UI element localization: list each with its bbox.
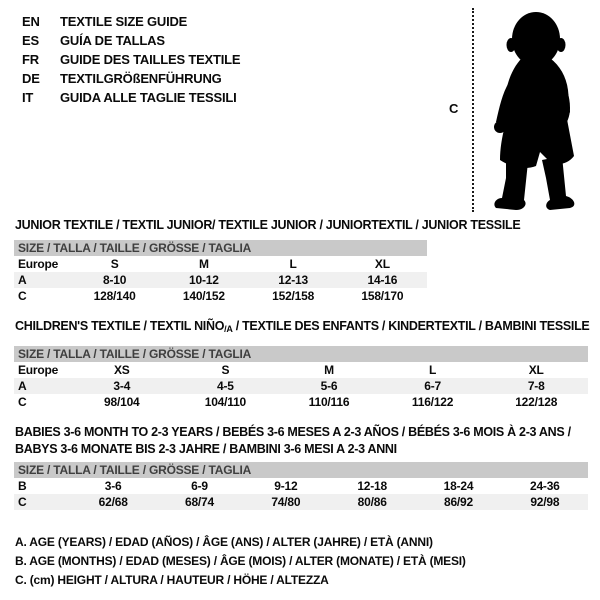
row-label: C [18, 289, 27, 303]
footnote-legend [15, 533, 466, 590]
footnote-c: C. (cm) HEIGHT / ALTURA / HAUTEUR / HÖHE / ALTEZZA [15, 573, 329, 587]
row-label: C [18, 395, 27, 409]
junior-size-table [14, 240, 427, 304]
children-section-title: CHILDREN'S TEXTILE / TEXTIL $NIÑO_{/A}$ / TEXTILE DES ENFANTS / KINDERTEXTIL / BAMBINI TESSILE [15, 319, 590, 334]
lang-code: ES [22, 33, 39, 48]
row-label: Europe [18, 257, 59, 271]
table-row: C 98/104 104/110 110/116 116/122 122/128 [14, 394, 588, 410]
height-measure-dotted-line [472, 8, 474, 212]
table-row: A 8-10 10-12 12-13 14-16 [14, 272, 427, 288]
babies-section-title [15, 424, 571, 458]
lang-row-en [22, 12, 240, 31]
table-row: B 3-6 6-9 9-12 12-18 18-24 24-36 [14, 478, 588, 494]
children-size-table [14, 346, 588, 410]
lang-row-fr [22, 50, 240, 69]
children-size-bar: SIZE / TALLA / TAILLE / GRÖSSE / TAGLIA [14, 346, 588, 362]
baby-silhouette-icon [482, 8, 586, 212]
lang-title: GUÍA DE TALLAS [60, 33, 165, 48]
footnote-a: A. AGE (YEARS) / EDAD (AÑOS) / ÂGE (ANS) / ALTER (JAHRE) / ETÀ (ANNI) [15, 535, 433, 549]
babies-title-line1: BABIES 3-6 MONTH TO 2-3 YEARS / BEBÉS 3-6 MESES A 2-3 AÑOS / BÉBÉS 3-6 MOIS À 2-3 ANS / [15, 425, 571, 439]
lang-row-es [22, 31, 240, 50]
height-measure-label: C [449, 101, 459, 116]
lang-code: DE [22, 71, 40, 86]
row-label: A [18, 379, 27, 393]
table-row: C 62/68 68/74 74/80 80/86 86/92 92/98 [14, 494, 588, 510]
footnote-b: B. AGE (MONTHS) / EDAD (MESES) / ÂGE (MOIS) / ALTER (MONATE) / ETÀ (MESI) [15, 554, 466, 568]
nino-a-subscript: /A [224, 324, 233, 334]
lang-code: EN [22, 14, 40, 29]
babies-size-bar: SIZE / TALLA / TAILLE / GRÖSSE / TAGLIA [14, 462, 588, 478]
lang-row-it [22, 88, 240, 107]
lang-title: TEXTILGRÖßENFÜHRUNG [60, 71, 222, 86]
lang-code: FR [22, 52, 39, 67]
row-label: B [18, 479, 27, 493]
lang-code: IT [22, 90, 34, 105]
lang-title: GUIDE DES TAILLES TEXTILE [60, 52, 241, 67]
table-row: Europe XS S M L XL [14, 362, 588, 378]
table-row: C 128/140 140/152 152/158 158/170 [14, 288, 427, 304]
table-row: A 3-4 4-5 5-6 6-7 7-8 [14, 378, 588, 394]
row-label: Europe [18, 363, 59, 377]
table-row: Europe S M L XL [14, 256, 427, 272]
lang-row-de [22, 69, 240, 88]
babies-size-table [14, 462, 588, 510]
junior-section-title: JUNIOR TEXTILE / TEXTIL JUNIOR/ TEXTILE JUNIOR / JUNIORTEXTIL / JUNIOR TESSILE [15, 218, 521, 232]
lang-title: GUIDA ALLE TAGLIE TESSILI [60, 90, 237, 105]
babies-title-line2: BABYS 3-6 MONATE BIS 2-3 JAHRE / BAMBINI 3-6 MESI A 2-3 ANNI [15, 442, 397, 456]
row-label: A [18, 273, 27, 287]
language-title-list [22, 12, 240, 107]
row-label: C [18, 495, 27, 509]
junior-size-bar: SIZE / TALLA / TAILLE / GRÖSSE / TAGLIA [14, 240, 427, 256]
lang-title: TEXTILE SIZE GUIDE [60, 14, 188, 29]
